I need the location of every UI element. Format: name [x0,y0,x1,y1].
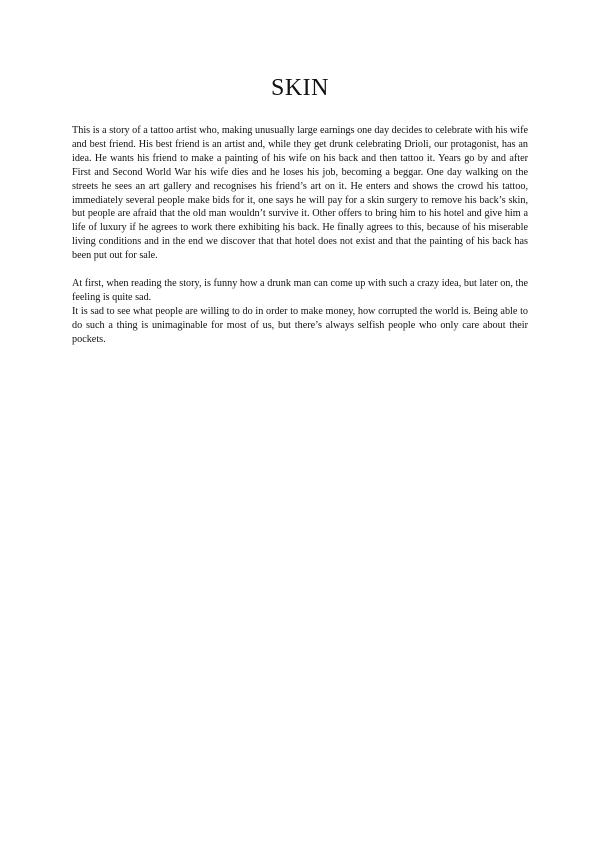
reflection-paragraph: It is sad to see what people are willing to do in order to make money, how corrupted the world is. Being able to do such a thing is unimaginable for most of us, but there’s always selfish people who only care about their pockets. [72,305,528,345]
paragraph-spacer [72,263,528,277]
document-title: SKIN [270,75,329,101]
opinion-paragraph: At first, when reading the story, is funny how a drunk man can come up with such a crazy idea, but later on, the feeling is quite sad. [72,277,528,303]
document-body [72,124,528,346]
summary-paragraph: This is a story of a tattoo artist who, making unusually large earnings one day decides to celebrate with his wife and best friend. His best friend is an artist and, while they get drunk celebrating Drioli, our protagonist, has an idea. He wants his friend to make a painting of his wife on his back and then tattoo it. Years go by and after First and Second World War his wife dies and he loses his job, becoming a beggar. One day walking on the streets he sees an art gallery and recognises his friend’s art on it. He enters and shows the crowd his tattoo, immediately several people make bids for it, one says he will pay for a skin surgery to remove his back’s skin, but people are afraid that the old man wouldn’t survive it. Other offers to bring him to his hotel and give him a life of luxury if he agrees to work there exhibiting his back. He finally agrees to this, because of his miserable living conditions and in the end we discover that that hotel does not exist and that the painting of his back has been put out for sale. [72,125,528,262]
